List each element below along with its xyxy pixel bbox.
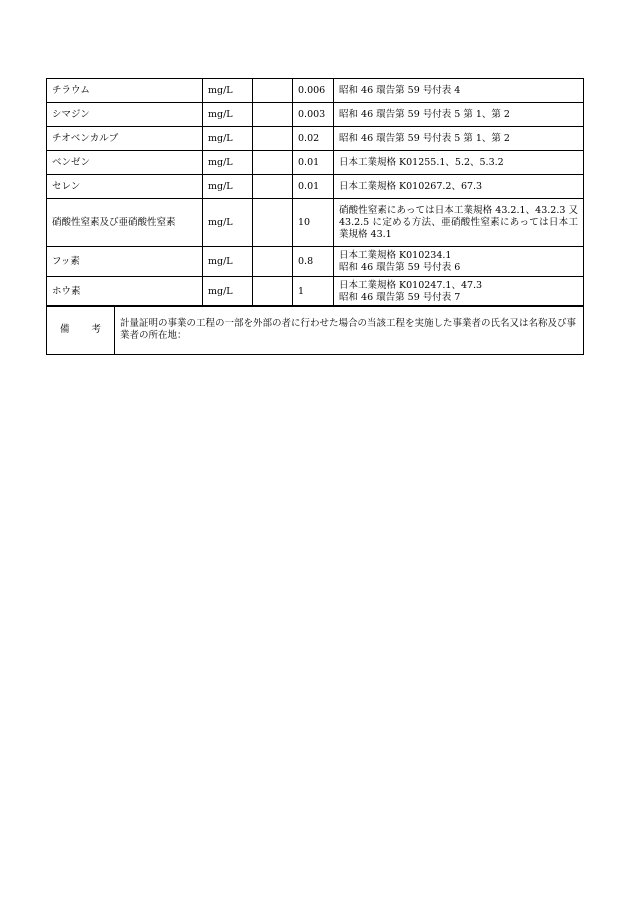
item-name: シマジン (47, 103, 203, 127)
item-value: 0.02 (293, 127, 334, 151)
remarks-row (47, 306, 584, 355)
method-line: 日本工業規格 K010234.1 (339, 249, 452, 261)
item-unit: mg/L (203, 247, 253, 277)
remarks-text: 計量証明の事業の工程の一部を外部の者に行わせた場合の当該工程を実施した事業者の氏名又は名称及び事業者の所在地： (115, 306, 584, 355)
item-name: セレン (47, 175, 203, 199)
item-value: 1 (293, 277, 334, 307)
item-unit: mg/L (203, 199, 253, 247)
method-line: 日本工業規格 K010247.1、47.3 (339, 279, 483, 291)
blank-cell (253, 79, 293, 103)
item-name: ホウ素 (47, 277, 203, 307)
table-row (47, 175, 584, 199)
item-name: ベンゼン (47, 151, 203, 175)
item-unit: mg/L (203, 127, 253, 151)
item-method (334, 277, 584, 307)
item-method (334, 247, 584, 277)
item-value: 0.003 (293, 103, 334, 127)
table-row (47, 247, 584, 277)
item-name: チオベンカルブ (47, 127, 203, 151)
blank-cell (253, 247, 293, 277)
item-unit: mg/L (203, 175, 253, 199)
remarks-label-char: 考 (91, 324, 102, 335)
item-method: 日本工業規格 K010267.2、67.3 (334, 175, 584, 199)
table-row (47, 277, 584, 307)
blank-cell (253, 277, 293, 307)
blank-cell (253, 103, 293, 127)
item-unit: mg/L (203, 79, 253, 103)
item-name: 硝酸性窒素及び亜硝酸性窒素 (47, 199, 203, 247)
table-row (47, 103, 584, 127)
table-row (47, 127, 584, 151)
method-line: 昭和 46 環告第 59 号付表 6 (339, 261, 461, 273)
item-method: 昭和 46 環告第 59 号付表 5 第 1、第 2 (334, 127, 584, 151)
remarks-table (46, 305, 584, 355)
item-name: フッ素 (47, 247, 203, 277)
item-name: チラウム (47, 79, 203, 103)
item-unit: mg/L (203, 103, 253, 127)
item-value: 10 (293, 199, 334, 247)
remarks-label-char: 備 (59, 324, 70, 335)
table-row (47, 199, 584, 247)
table-row (47, 151, 584, 175)
table-row (47, 79, 584, 103)
item-value: 0.006 (293, 79, 334, 103)
item-value: 0.8 (293, 247, 334, 277)
blank-cell (253, 127, 293, 151)
method-line: 昭和 46 環告第 59 号付表 7 (339, 291, 461, 303)
item-method: 昭和 46 環告第 59 号付表 4 (334, 79, 584, 103)
item-value: 0.01 (293, 175, 334, 199)
item-unit: mg/L (203, 277, 253, 307)
item-unit: mg/L (203, 151, 253, 175)
blank-cell (253, 175, 293, 199)
item-method: 昭和 46 環告第 59 号付表 5 第 1、第 2 (334, 103, 584, 127)
blank-cell (253, 199, 293, 247)
item-value: 0.01 (293, 151, 334, 175)
item-method: 日本工業規格 K01255.1、5.2、5.3.2 (334, 151, 584, 175)
measurement-table (46, 78, 584, 307)
item-method: 硝酸性窒素にあっては日本工業規格 43.2.1、43.2.3 又 43.2.5 に定める方法、亜硝酸性窒素にあっては日本工業規格 43.1 (334, 199, 584, 247)
blank-cell (253, 151, 293, 175)
remarks-label (47, 306, 115, 355)
